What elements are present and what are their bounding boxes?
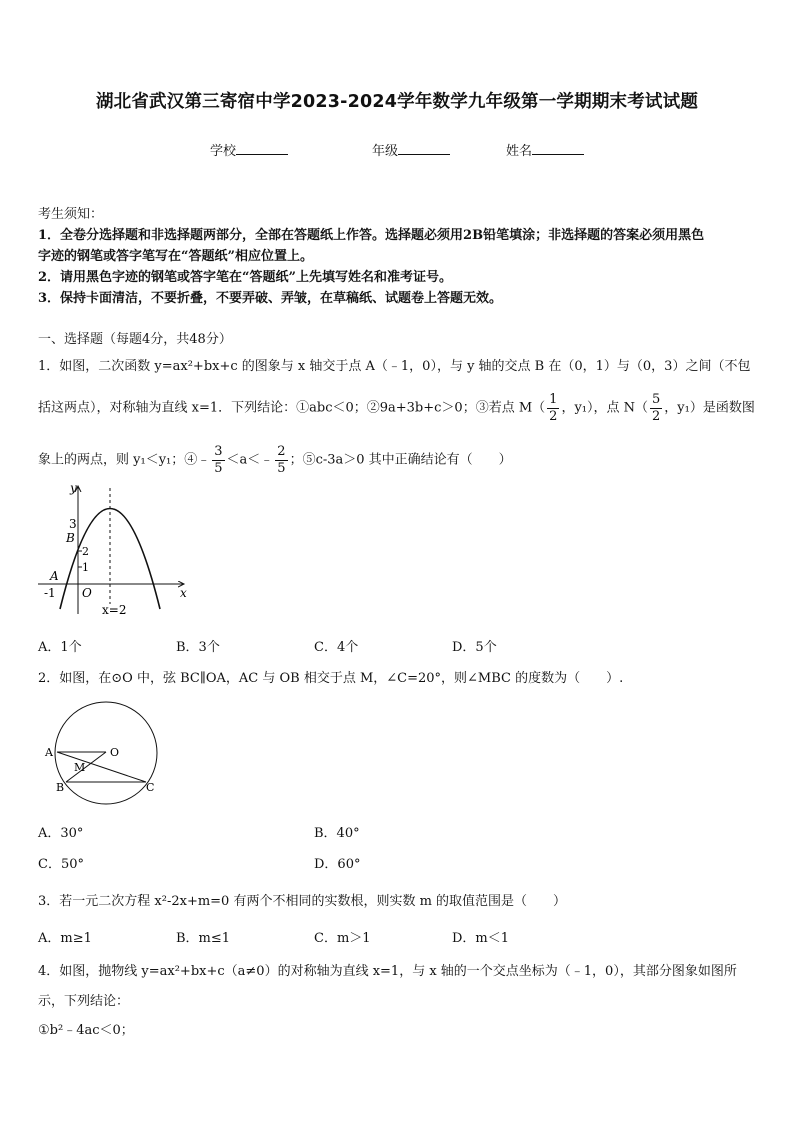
exam-title: 湖北省武汉第三寄宿中学2023-2024学年数学九年级第一学期期末考试试题 <box>95 92 699 112</box>
svg-text:-1: -1 <box>44 586 56 600</box>
notice-heading: 考生须知： <box>38 207 104 222</box>
q4-line-3: ①b²﹣4ac＜0； <box>38 1023 134 1038</box>
fraction-half: $\frac{1}{2}$ <box>549 392 558 424</box>
svg-text:O: O <box>110 746 120 759</box>
school-field[interactable] <box>210 140 288 159</box>
notice-line-3: 2．请用黑色字迹的钢笔或答字笔在“答题纸”上先填写姓名和准考证号。 <box>38 270 453 285</box>
svg-text:M: M <box>74 761 86 774</box>
q3-option-d[interactable]: D．m＜1 <box>452 931 510 946</box>
svg-text:2: 2 <box>82 545 89 558</box>
q4-line-1: 4．如图，抛物线 y=ax²+bx+c（a≠0）的对称轴为直线 x=1，与 x 轴的一个交点坐标为（﹣1，0），其部分图象如图所 <box>38 964 737 979</box>
fraction-three-fifths: $\frac{3}{5}$ <box>214 444 223 476</box>
q1-option-a[interactable]: A．1个 <box>38 640 82 655</box>
svg-text:A: A <box>50 569 59 583</box>
svg-text:B: B <box>66 531 75 545</box>
fraction-five-halves: $\frac{5}{2}$ <box>652 392 661 424</box>
circle-figure <box>38 700 162 806</box>
svg-text:A: A <box>45 746 53 759</box>
q3-option-a[interactable]: A．m≥1 <box>38 931 92 946</box>
school-label: 学校 <box>210 144 237 159</box>
svg-text:x: x <box>180 586 187 600</box>
q2-option-a[interactable]: A．30° <box>38 826 84 841</box>
svg-text:O: O <box>82 586 92 600</box>
q2-option-c[interactable]: C．50° <box>38 857 84 872</box>
notice-line-1: 1．全卷分选择题和非选择题两部分，全部在答题纸上作答。选择题必须用2B铅笔填涂；非选择题的答案必须用黑色 <box>38 228 705 243</box>
q1-option-c[interactable]: C．4个 <box>314 640 359 655</box>
q1-line-1: 1．如图，二次函数 y=ax²+bx+c 的图象与 x 轴交于点 A（﹣1，0），与 y 轴的交点 B 在（0，1）与（0，3）之间（不包 <box>38 359 751 374</box>
notice-line-4: 3．保持卡面清洁，不要折叠，不要弄破、弄皱，在草稿纸、试题卷上答题无效。 <box>38 291 503 306</box>
q4-line-2: 示，下列结论： <box>38 994 130 1009</box>
svg-text:B: B <box>56 781 65 794</box>
q2-option-b[interactable]: B．40° <box>314 826 360 841</box>
name-field[interactable] <box>506 140 584 159</box>
segment-ac <box>57 752 146 782</box>
q2-text: 2．如图，在⊙O 中，弦 BC∥OA，AC 与 OB 相交于点 M，∠C=20°，则∠MBC 的度数为（ ）. <box>38 671 624 686</box>
q1-option-d[interactable]: D．5个 <box>452 640 497 655</box>
svg-text:y: y <box>70 481 77 495</box>
fraction-two-fifths: $\frac{2}{5}$ <box>277 444 286 476</box>
q1-line-3: 象上的两点，则 y₁＜y₁；④﹣ $\frac{3}{5}$ ＜a＜﹣ $\frac{2}{5}$ ；⑤c-3a＞0 其中正确结论有（ ） <box>38 444 512 476</box>
circle-o <box>55 702 157 804</box>
grade-label: 年级 <box>372 144 399 159</box>
grade-field[interactable] <box>372 140 450 159</box>
svg-text:3: 3 <box>69 517 77 531</box>
q3-option-b[interactable]: B．m≤1 <box>176 931 231 946</box>
q1-line-2: 括这两点），对称轴为直线 x=1．下列结论：①abc＜0；②9a+3b+c＞0；③若点 M（ $\frac{1}{2}$ ，y₁），点 N（ $\frac{5}{2}$ ，y₁）是函数图 <box>38 392 755 424</box>
name-label: 姓名 <box>506 144 533 159</box>
section-heading: 一、选择题（每题4分，共48分） <box>38 332 232 347</box>
q1-option-b[interactable]: B．3个 <box>176 640 220 655</box>
q3-text: 3．若一元二次方程 x²-2x+m=0 有两个不相同的实数根，则实数 m 的取值范围是（ ） <box>38 894 567 909</box>
q2-option-d[interactable]: D．60° <box>314 857 361 872</box>
svg-text:C: C <box>146 781 155 794</box>
q3-option-c[interactable]: C．m＞1 <box>314 931 371 946</box>
notice-line-2: 字迹的钢笔或答字笔写在“答题纸”相应位置上。 <box>38 249 313 264</box>
parabola-figure <box>34 478 194 620</box>
svg-text:x=2: x=2 <box>102 603 127 617</box>
svg-text:1: 1 <box>82 561 89 574</box>
